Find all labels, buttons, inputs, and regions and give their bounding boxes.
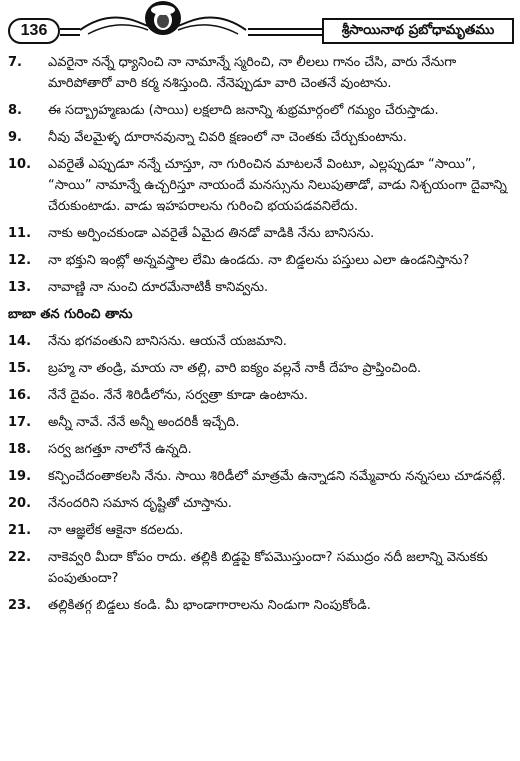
list-item — [0, 493, 520, 514]
item-number: 17. — [8, 415, 32, 430]
page-header — [0, 0, 520, 44]
list-item — [0, 595, 520, 616]
item-text: నా భక్తుని ఇంట్లో అన్నవస్త్రాల లేమి ఉండదు. నా బిడ్డలను పస్తులు ఎలా ఉండనిస్తాను? — [48, 253, 470, 268]
item-number: 14. — [8, 334, 32, 349]
item-number: 20. — [8, 496, 32, 511]
section-heading: బాబా తన గురించి తాను — [8, 307, 133, 322]
item-text: బ్రహ్మ నా తండ్రి, మాయ నా తల్లి, వారి ఐక్యం వల్లనే నాకీ దేహం ప్రాప్తించింది. — [48, 361, 422, 376]
item-number: 23. — [8, 598, 32, 613]
item-text: ఈ సద్బ్రాహ్మణుడు (సాయి) లక్షలాది జనాన్ని శుభ్రమార్గంలో గమ్యం చేరుస్తాడు. — [48, 103, 439, 118]
header-rule — [248, 34, 322, 36]
item-number: 22. — [8, 550, 32, 565]
item-text: అన్నీ నావే. నేనే అన్నీ అందరికీ ఇచ్చేది. — [48, 415, 240, 430]
list-item — [0, 358, 520, 379]
item-number: 7. — [8, 55, 22, 70]
book-title: శ్రీసాయినాథ ప్రబోధామృతము — [322, 18, 514, 44]
list-item — [0, 127, 520, 148]
item-text: నాకు అర్పించకుండా ఎవరైతే ఏమైద తినడో వాడికి నేను బానిసను. — [48, 226, 375, 241]
page-content — [0, 52, 520, 622]
item-number: 16. — [8, 388, 32, 403]
item-number: 9. — [8, 130, 22, 145]
list-item — [0, 520, 520, 541]
list-item — [0, 52, 520, 94]
item-number: 11. — [8, 226, 32, 241]
item-number: 21. — [8, 523, 32, 538]
item-text: నేనే దైవం. నేనే శిరిడీలోను, సర్వత్రా కూడా ఉంటాను. — [48, 388, 308, 403]
header-rule — [60, 28, 80, 30]
item-number: 13. — [8, 280, 32, 295]
list-item — [0, 250, 520, 271]
item-text: ఎవరైతే ఎప్పుడూ నన్నే చూస్తూ, నా గురించిన మాటలనే వింటూ, ఎల్లప్పుడూ “సాయి”, “సాయి” నామాన్నే ఉచ్చరిస్తూ నాయందే మనస్సును నిలుపుతాడో, వాడు నిశ్చయంగా దైవాన్ని చేరుకుంటాడు. వాడు ఇహపరాలను గురించి భయపడవనిలేదు. — [48, 157, 507, 214]
header-rule — [248, 28, 322, 30]
item-number: 8. — [8, 103, 22, 118]
item-text: కన్పించేదంతాకలసి నేను. సాయి శిరిడీలో మాత్రమే ఉన్నాడని నమ్మేవారు నన్నసలు చూడనట్లే. — [48, 469, 506, 484]
item-text: నేనందరిని సమాన దృష్టితో చూస్తాను. — [48, 496, 232, 511]
item-number: 19. — [8, 469, 32, 484]
item-text: తల్లికితగ్గ బిడ్డలు కండి. మీ భాండాగారాలను నిండుగా నింపుకోండి. — [48, 598, 371, 613]
list-item — [0, 385, 520, 406]
list-item — [0, 331, 520, 352]
item-number: 10. — [8, 157, 32, 172]
page-number: 136 — [8, 18, 60, 44]
header-rule — [60, 34, 80, 36]
list-item — [0, 439, 520, 460]
list-item — [0, 277, 520, 298]
list-item — [0, 154, 520, 217]
item-text: సర్వ జగత్తూ నాలోనే ఉన్నది. — [48, 442, 192, 457]
item-number: 18. — [8, 442, 32, 457]
item-text: నావాణ్ణి నా నుంచి దూరమేనాటికీ కానివ్వను. — [48, 280, 269, 295]
item-text: నా ఆజ్ఞలేక ఆకైనా కదలదు. — [48, 523, 184, 538]
item-text: నేను భగవంతుని బానిసను. ఆయనే యజమాని. — [48, 334, 287, 349]
item-number: 15. — [8, 361, 32, 376]
item-text: నీవు వేలమైళ్ళ దూరానవున్నా చివరి క్షణంలో నా చెంతకు చేర్చుకుంటాను. — [48, 130, 407, 145]
list-item — [0, 466, 520, 487]
sai-baba-portrait-icon — [78, 0, 248, 36]
list-item — [0, 223, 520, 244]
list-item — [0, 412, 520, 433]
list-item — [0, 100, 520, 121]
list-item — [0, 547, 520, 589]
item-text: నాకెవ్వరి మీదా కోపం రాదు. తల్లికి బిడ్డపై కోపమొస్తుందా? సముద్రం నదీ జలాన్ని వెనుకకు పంపుతుందా? — [48, 550, 488, 586]
item-number: 12. — [8, 253, 32, 268]
item-text: ఎవరైనా నన్నే ధ్యానించి నా నామాన్నే స్మరించి, నా లీలలు గానం చేసి, వారు నేనుగా మారిపోతారో వారి కర్మ నశిస్తుంది. నేనెప్పుడూ వారి చెంతనే వుంటాను. — [48, 55, 457, 91]
